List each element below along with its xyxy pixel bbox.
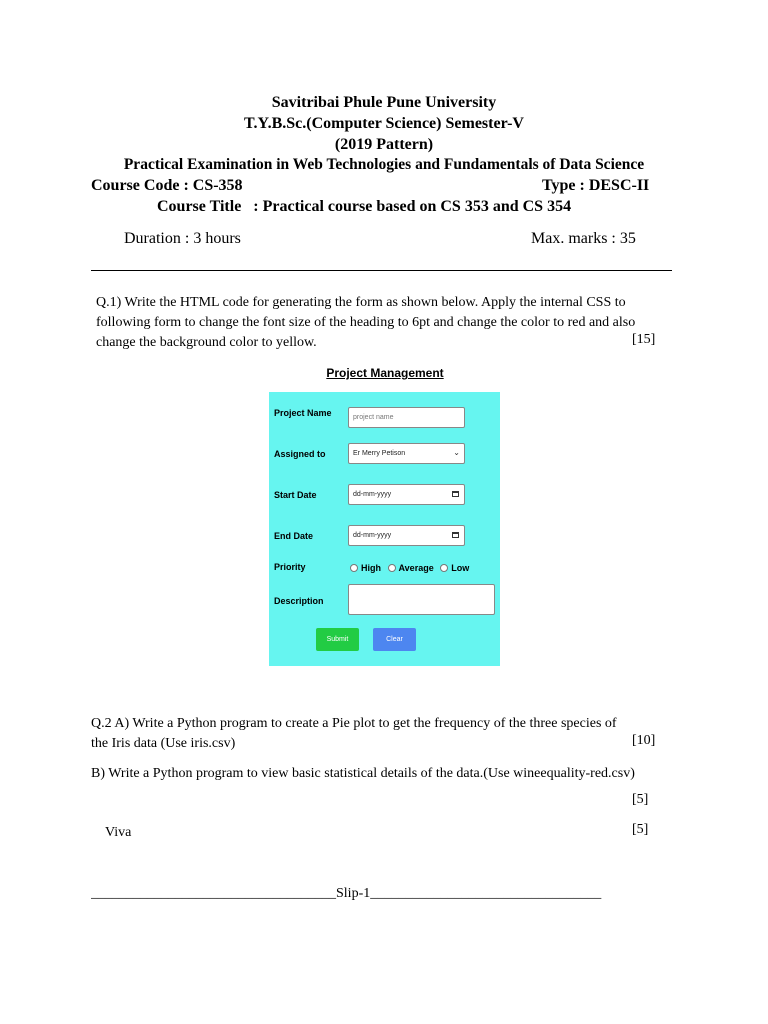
priority-radio-group (350, 562, 473, 573)
radio-low-label: Low (451, 562, 470, 573)
exam-title: Practical Examination in Web Technologies and Fundamentals of Data Science (123, 156, 645, 173)
end-date-placeholder: dd-mm-yyyy (353, 532, 392, 539)
radio-average (388, 564, 396, 572)
description-label: Description (274, 596, 324, 606)
assigned-to-value: Er Merry Petison (353, 450, 406, 457)
viva-marks: [5] (632, 822, 649, 837)
chevron-down-icon: ⌄ (453, 448, 460, 457)
q2b-marks: [5] (632, 792, 649, 807)
form-example-image (240, 360, 530, 670)
assigned-to-label: Assigned to (274, 449, 326, 459)
project-name-label: Project Name (274, 408, 332, 418)
q1-line-1: Q.1) Write the HTML code for generating the form as shown below. Apply the internal CSS to (96, 295, 626, 310)
radio-low (440, 564, 448, 572)
slip-footer: ___________________________________Slip-1_________________________________ (91, 886, 602, 901)
q2b-line-1: B) Write a Python program to view basic statistical details of the data.(Use wineequality-red.csv) (91, 766, 635, 781)
q2a-line-1: Q.2 A) Write a Python program to create a Pie plot to get the frequency of the three species of (91, 716, 617, 731)
q2a-marks: [10] (632, 733, 656, 748)
q1-marks: [15] (632, 332, 656, 347)
pattern: (2019 Pattern) (334, 136, 434, 153)
start-date-placeholder: dd-mm-yyyy (353, 491, 392, 498)
submit-button: Submit (316, 628, 359, 651)
calendar-icon (452, 491, 459, 497)
end-date-input (348, 525, 465, 546)
assigned-to-select (348, 443, 465, 464)
q1-line-2: following form to change the font size of the heading to 6pt and change the color to red and also (96, 315, 636, 330)
radio-average-label: Average (398, 562, 434, 573)
max-marks: Max. marks : 35 (531, 230, 636, 247)
course-code: Course Code : CS-358 (91, 177, 243, 194)
viva-label: Viva (105, 825, 132, 840)
priority-label: Priority (274, 562, 306, 572)
clear-button: Clear (373, 628, 416, 651)
radio-high (350, 564, 358, 572)
university-name: Savitribai Phule Pune University (271, 94, 497, 111)
form-panel (269, 392, 500, 666)
course-type: Type : DESC-II (542, 177, 650, 194)
duration: Duration : 3 hours (124, 230, 241, 247)
q2a-line-2: the Iris data (Use iris.csv) (91, 736, 236, 751)
start-date-input (348, 484, 465, 505)
start-date-label: Start Date (274, 490, 317, 500)
radio-high-label: High (361, 562, 381, 573)
course-title: Course Title : Practical course based on CS 353 and CS 354 (157, 198, 572, 215)
project-name-input: project name (348, 407, 465, 428)
end-date-label: End Date (274, 531, 314, 541)
q1-line-3: change the background color to yellow. (96, 335, 317, 350)
program-name: T.Y.B.Sc.(Computer Science) Semester-V (244, 115, 524, 132)
form-title: Project Management (326, 366, 444, 380)
header-divider (91, 270, 672, 271)
calendar-icon (452, 532, 459, 538)
description-textarea (348, 584, 495, 615)
